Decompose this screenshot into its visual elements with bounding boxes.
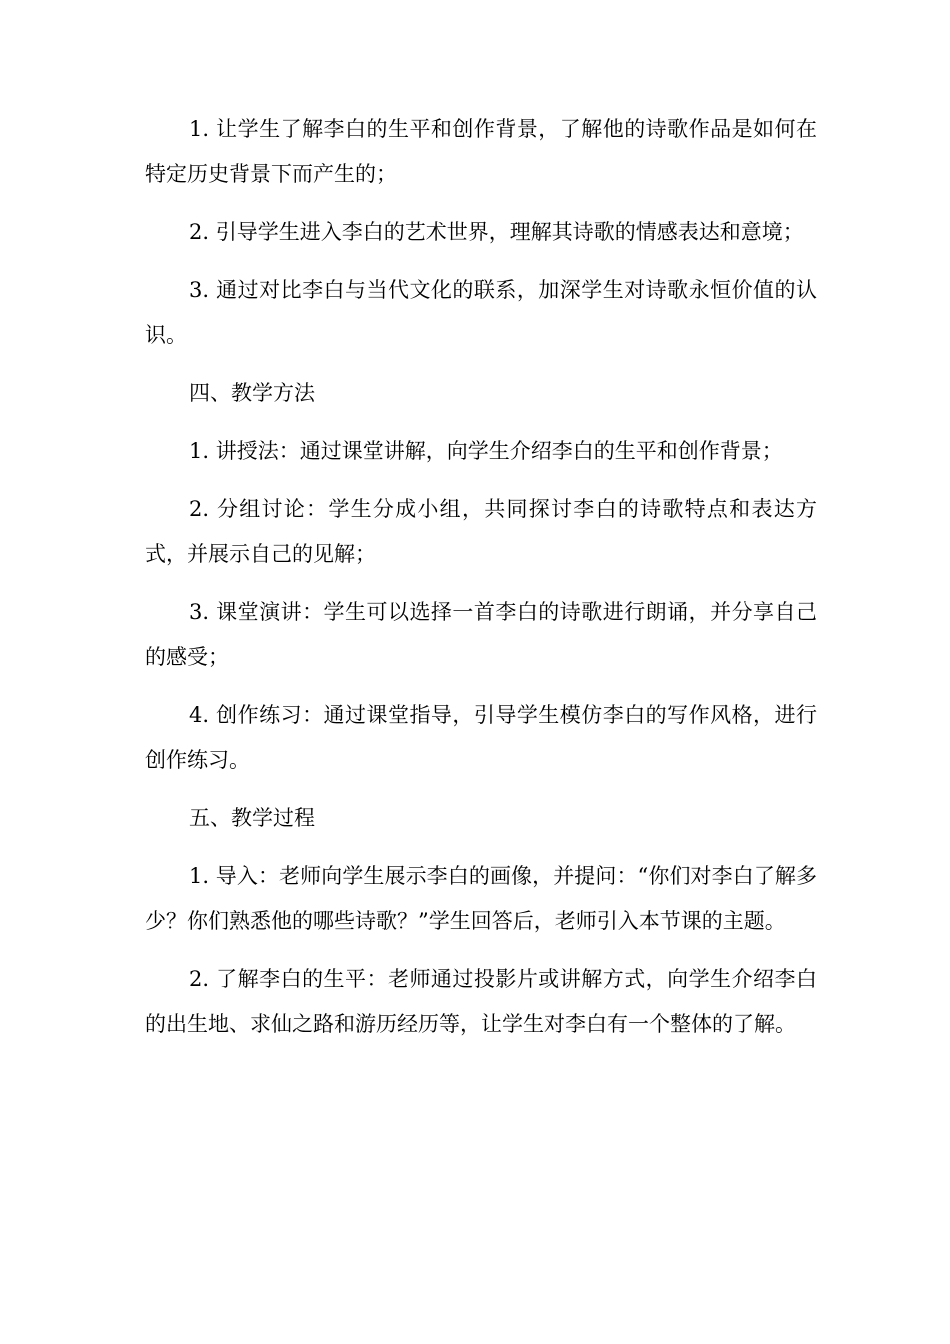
method-4: 4. 创作练习：通过课堂指导，引导学生模仿李白的写作风格，进行创作练习。 (145, 703, 817, 772)
process-step-2: 2. 了解李白的生平：老师通过投影片或讲解方式，向学生介绍李白的出生地、求仙之路和游历经历等，让学生对李白有一个整体的了解。 (145, 967, 817, 1036)
method-2: 2. 分组讨论：学生分成小组，共同探讨李白的诗歌特点和表达方式，并展示自己的见解； (145, 497, 817, 566)
section-heading-teaching-process: 五、教学过程 (189, 806, 315, 830)
method-3: 3. 课堂演讲：学生可以选择一首李白的诗歌进行朗诵，并分享自己的感受； (145, 600, 817, 669)
objective-1: 1. 让学生了解李白的生平和创作背景，了解他的诗歌作品是如何在特定历史背景下而产生的； (145, 117, 817, 186)
document-page (145, 107, 817, 1060)
process-step-1: 1. 导入：老师向学生展示李白的画像，并提问：“你们对李白了解多少？你们熟悉他的哪些诗歌？”学生回答后，老师引入本节课的主题。 (145, 864, 817, 933)
method-1: 1. 讲授法：通过课堂讲解，向学生介绍李白的生平和创作背景； (189, 439, 783, 463)
objective-2: 2. 引导学生进入李白的艺术世界，理解其诗歌的情感表达和意境； (189, 220, 804, 244)
section-heading-teaching-methods: 四、教学方法 (189, 381, 315, 405)
objective-3: 3. 通过对比李白与当代文化的联系，加深学生对诗歌永恒价值的认识。 (145, 278, 817, 347)
